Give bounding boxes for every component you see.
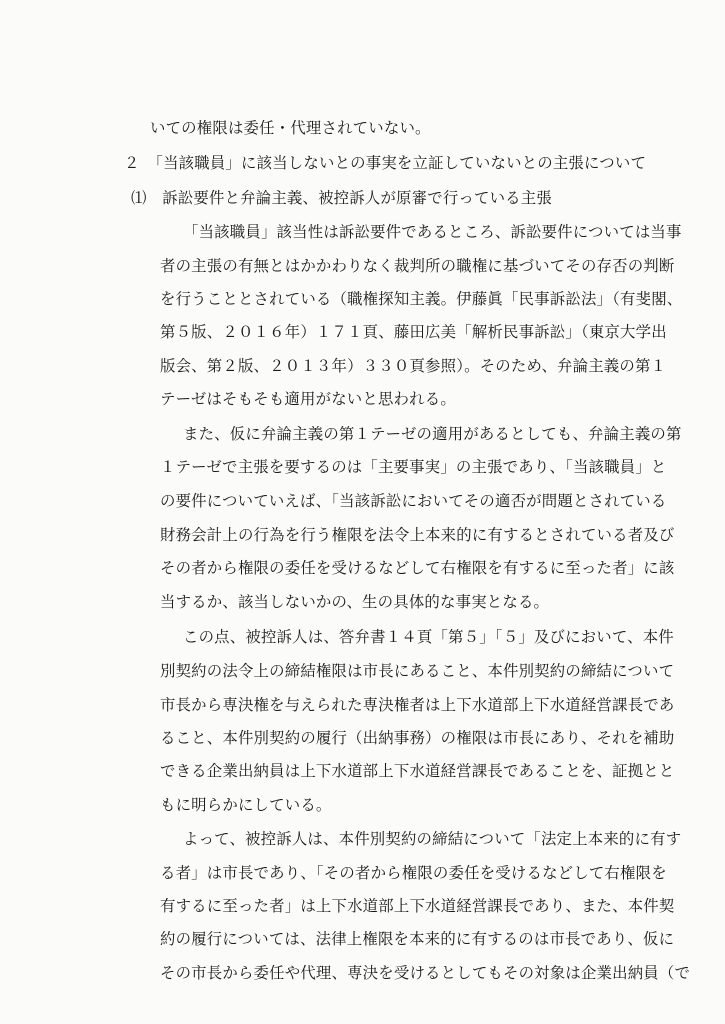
text-line: 有するに至った者」は上下水道部上下水道経営課長であり、また、本件契 — [160, 897, 675, 915]
subsection-heading: ⑴ 訴訟要件と弁論主義、被控訴人が原審で行っている主張 — [131, 189, 552, 207]
text-line: 別契約の法令上の締結権限は市長にあること、本件別契約の締結について — [160, 662, 675, 680]
text-line: 市長から専決権を与えられた専決権者は上下水道部上下水道経営課長であ — [160, 696, 675, 714]
text-line: 者の主張の有無とはかかわりなく裁判所の職権に基づいてその存否の判断 — [160, 257, 675, 275]
text-line: 版会、第２版、２０１３年）３３０頁参照）。そのため、弁論主義の第１ — [160, 357, 667, 375]
text-line: 「当該職員」該当性は訴訟要件であるところ、訴訟要件については当事 — [183, 223, 682, 241]
text-line: 約の履行については、法律上権限を本来的に有するのは市長であり、仮に — [160, 930, 675, 948]
text-line: その者から権限の委任を受けるなどして右権限を有するに至った者」に該 — [160, 559, 675, 577]
text-line: テーゼはそもそも適用がないと思われる。 — [160, 390, 456, 408]
text-line: 財務会計上の行為を行う権限を法令上本来的に有するとされている者及び — [160, 526, 675, 544]
text-line: よって、被控訴人は、本件別契約の締結について「法定上本来的に有す — [183, 830, 682, 848]
text-line: ること、本件別契約の履行（出納事務）の権限は市長にあり、それを補助 — [160, 729, 675, 747]
text-line: 当するか、該当しないかの、生の具体的な事実となる。 — [160, 593, 550, 611]
text-line: できる企業出納員は上下水道部上下水道経営課長であることを、証拠とと — [160, 762, 675, 780]
text-line: また、仮に弁論主義の第１テーゼの適用があるとしても、弁論主義の第 — [183, 425, 682, 443]
text-line: その市長から委任や代理、専決を受けるとしてもその対象は企業出納員（で — [160, 964, 691, 982]
text-line: もに明らかにしている。 — [160, 796, 332, 814]
section-heading: ２ 「当該職員」に該当しないとの事実を立証していないとの主張について — [124, 154, 647, 172]
text-line: を行うこととされている（職権探知主義。伊藤眞「民事訴訟法」（有斐閣、 — [160, 290, 683, 308]
text-line: る者」は市長であり、「その者から権限の委任を受けるなどして右権限を — [160, 864, 667, 882]
text-line: この点、被控訴人は、答弁書１４頁「第５」「５」及びにおいて、本件 — [183, 628, 674, 646]
text-line: の要件についていえば、「当該訴訟においてその適否が問題とされている — [160, 492, 667, 510]
text-line: １テーゼで主張を要するのは「主要事実」の主張であり、「当該職員」と — [160, 458, 667, 476]
text-line: 第５版、２０１６年）１７１頁、藤田広美「解析民事訴訟」（東京大学出 — [160, 323, 667, 341]
text-line: いての権限は委任・代理されていない。 — [150, 119, 431, 137]
